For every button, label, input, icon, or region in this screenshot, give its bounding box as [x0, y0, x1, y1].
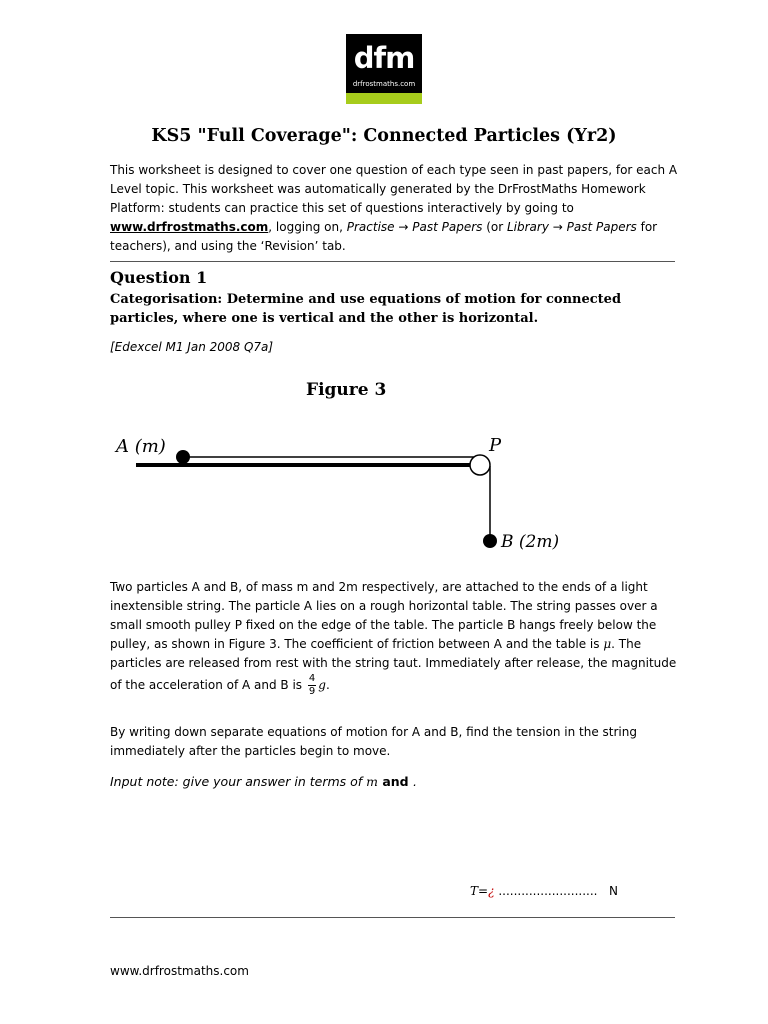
pulley-diagram [100, 420, 580, 570]
logo-text: dfm [353, 41, 415, 75]
answer-lhs: T= [470, 884, 489, 898]
intro-paragraph [110, 161, 680, 256]
logo-url: drfrostmaths.com [352, 80, 416, 88]
particle-b [483, 534, 497, 548]
label-a: A (m) [116, 436, 166, 457]
mu-symbol: μ [603, 637, 612, 651]
note-prefix: Input note: give your answer in terms of [110, 774, 367, 789]
or-text: (or [482, 220, 507, 234]
note-end: . [413, 774, 417, 789]
answer-glyph: ¿ [488, 884, 495, 898]
fraction-denominator: 9 [308, 686, 316, 697]
logo-accent-bar [346, 93, 422, 104]
dfm-logo [346, 34, 422, 104]
worksheet-title: KS5 "Full Coverage": Connected Particles (Yr2) [151, 126, 617, 146]
answer-dots[interactable]: .......................... [494, 884, 598, 898]
g-symbol: g [318, 678, 326, 692]
body-end: . [325, 678, 330, 692]
question-part-a: By writing down separate equations of motion for A and B, find the tension in the string immediately after the particles begin to move. [110, 725, 637, 758]
question-heading: Question 1 [110, 268, 208, 287]
body-text: Two particles A and B, of mass m and 2m respectively, are attached to the ends of a light inextensible string. The particle A lies on a rough horizontal table. The string passes over a small smooth pulley P fixed on the edge of the table. The particle B hangs freely below the pulley, as shown in Figure 3. The coefficient of friction between A and the table is [110, 580, 658, 651]
fraction-numerator: 4 [308, 673, 316, 684]
practise-label: Practise [346, 220, 395, 234]
footer-url: www.drfrostmaths.com [110, 964, 249, 978]
question-body [110, 578, 678, 698]
answer-unit: N [608, 884, 618, 898]
arrow-1: → [394, 220, 413, 234]
intro-text-2: , logging on, [268, 220, 347, 234]
particle-a [176, 450, 190, 464]
past-papers-label-2: Past Papers [566, 220, 637, 234]
arrow-2: → [548, 220, 567, 234]
answer-line[interactable] [470, 884, 618, 898]
question-source: [Edexcel M1 Jan 2008 Q7a] [110, 340, 274, 354]
input-note [110, 774, 417, 789]
divider-bottom [110, 917, 675, 918]
past-papers-label: Past Papers [412, 220, 483, 234]
question-categorisation: Categorisation: Determine and use equations of motion for connected particles, where one is vertical and the other is horizontal. [110, 292, 622, 326]
drfrostmaths-link[interactable]: www.drfrostmaths.com [110, 220, 269, 234]
label-p: P [489, 435, 502, 456]
note-m: m [366, 774, 378, 789]
note-and: and [378, 774, 413, 789]
pulley-p [470, 455, 490, 475]
body-text-2: . The particles are released from rest with the string taut. Immediately after release, the magnitude of the acceleration of A and B is [110, 637, 677, 692]
intro-text: This worksheet is designed to cover one question of each type seen in past papers, for each A Level topic. This worksheet was automatically generated by the DrFrostMaths Homework Platform: students can practice this set of questions interactively by going to [110, 163, 678, 215]
library-label: Library [506, 220, 549, 234]
fraction [308, 673, 316, 698]
intro-closing: for teachers), and using the ‘Revision’ tab. [110, 220, 658, 253]
figure-title: Figure 3 [306, 380, 387, 400]
label-b: B (2m) [501, 532, 560, 552]
divider-top [110, 261, 675, 262]
